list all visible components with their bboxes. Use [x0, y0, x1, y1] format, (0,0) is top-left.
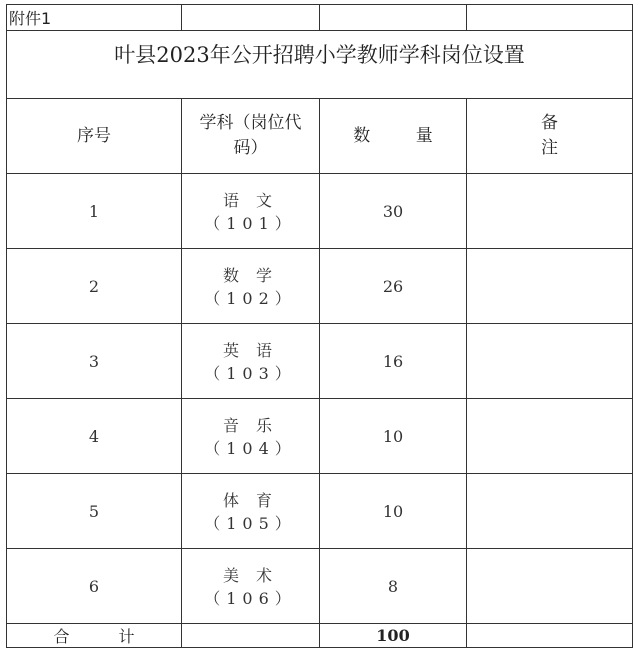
header-subject: 学科（岗位代码）	[182, 99, 320, 174]
row-count: 26	[320, 249, 467, 324]
total-value: 100	[320, 624, 467, 648]
row-note	[467, 174, 633, 249]
table-row	[7, 474, 633, 549]
header-row	[7, 99, 633, 174]
table-row	[7, 399, 633, 474]
row-count: 8	[320, 549, 467, 624]
attachment-label: 附件1	[7, 5, 182, 31]
attachment-blank-cell	[182, 5, 320, 31]
row-note	[467, 399, 633, 474]
row-count: 10	[320, 399, 467, 474]
row-subject: 音 乐（104）	[182, 399, 320, 474]
subject-position-table	[6, 4, 633, 648]
row-index: 3	[7, 324, 182, 399]
table-row	[7, 174, 633, 249]
row-note	[467, 324, 633, 399]
row-subject: 英 语（103）	[182, 324, 320, 399]
attachment-row	[7, 5, 633, 31]
row-index: 6	[7, 549, 182, 624]
row-index: 4	[7, 399, 182, 474]
row-subject: 体 育（105）	[182, 474, 320, 549]
row-note	[467, 549, 633, 624]
row-note	[467, 249, 633, 324]
row-count: 10	[320, 474, 467, 549]
header-note: 备 注	[467, 99, 633, 174]
attachment-blank-cell	[320, 5, 467, 31]
row-subject: 语 文（101）	[182, 174, 320, 249]
table-title: 叶县2023年公开招聘小学教师学科岗位设置	[7, 31, 633, 99]
row-subject: 美 术（106）	[182, 549, 320, 624]
row-count: 16	[320, 324, 467, 399]
row-index: 2	[7, 249, 182, 324]
row-count: 30	[320, 174, 467, 249]
row-note	[467, 474, 633, 549]
table-row	[7, 324, 633, 399]
row-index: 5	[7, 474, 182, 549]
table-row	[7, 249, 633, 324]
total-label: 合 计	[7, 624, 182, 648]
header-index: 序号	[7, 99, 182, 174]
row-index: 1	[7, 174, 182, 249]
header-count: 数 量	[320, 99, 467, 174]
attachment-blank-cell	[467, 5, 633, 31]
table-row	[7, 549, 633, 624]
title-row	[7, 31, 633, 99]
row-subject: 数 学（102）	[182, 249, 320, 324]
